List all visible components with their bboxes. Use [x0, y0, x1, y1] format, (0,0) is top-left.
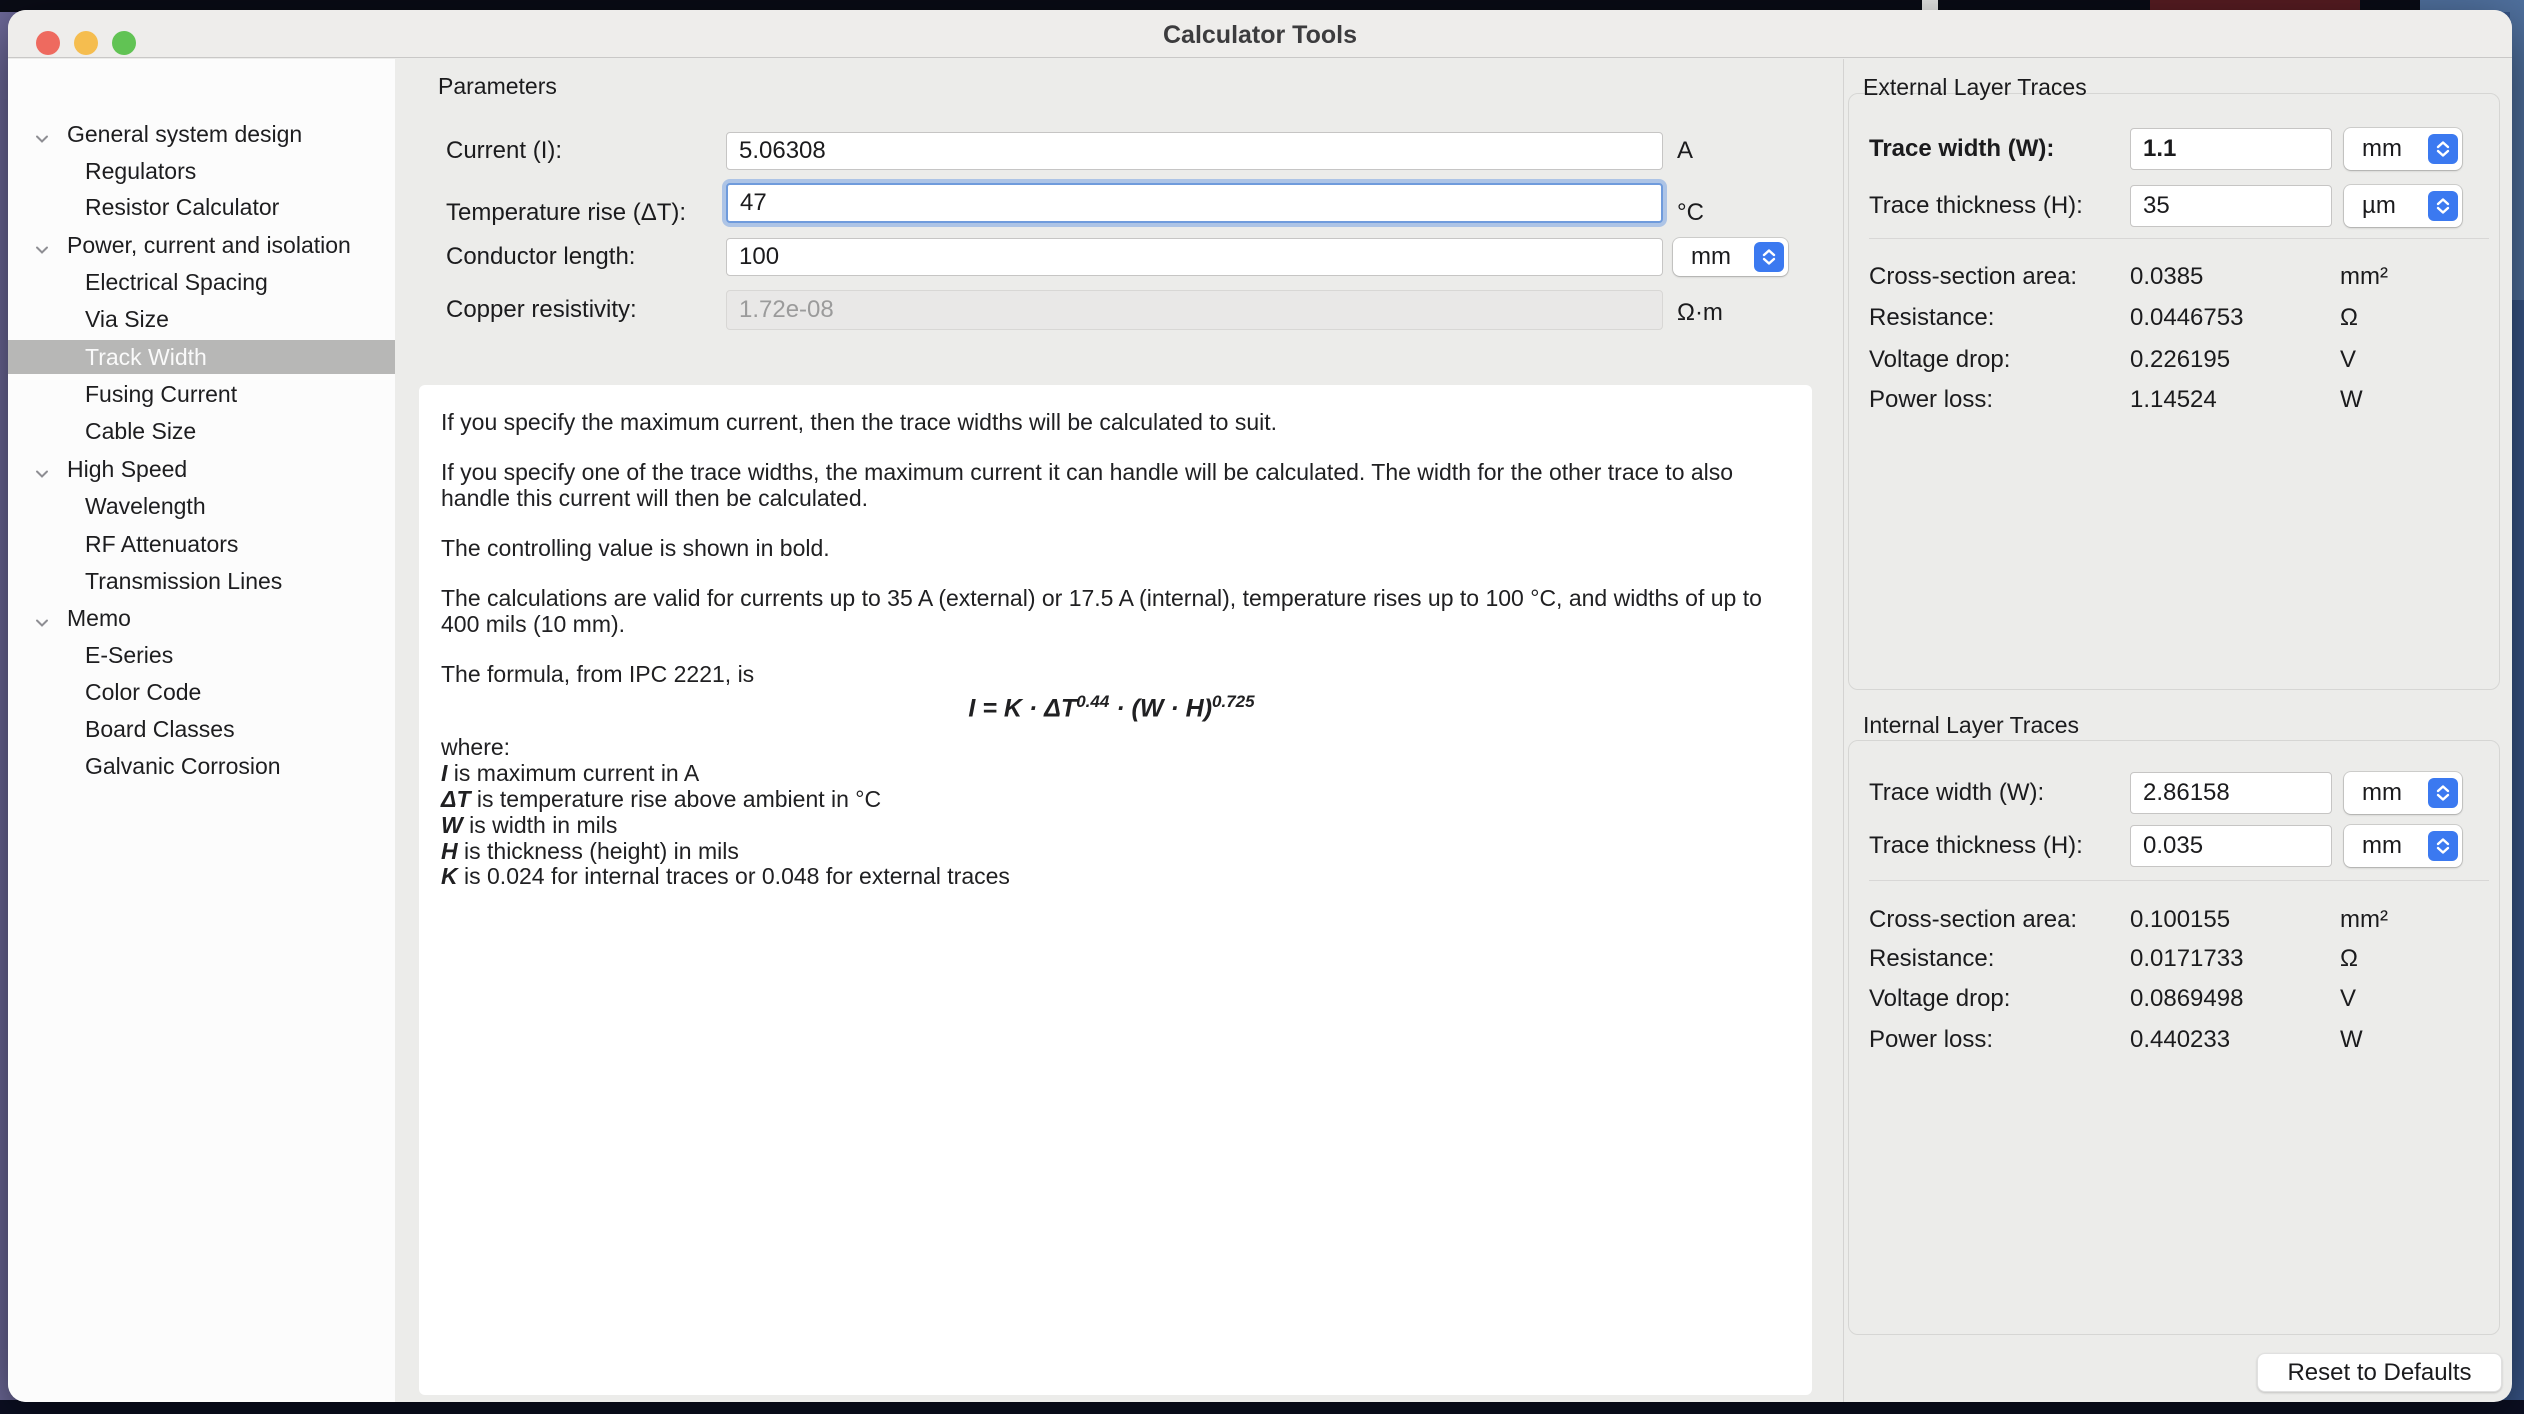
copper-resistivity-unit: Ω·m — [1677, 299, 1723, 326]
sidebar-item-via-size[interactable] — [8, 302, 395, 336]
stepper-icon — [2428, 778, 2458, 808]
external-resistance-unit: Ω — [2340, 304, 2358, 331]
internal-voltage-drop-unit: V — [2340, 985, 2357, 1012]
where-definition: H is thickness (height) in mils — [441, 837, 739, 864]
conductor-length-unit-dropdown[interactable] — [1673, 238, 1788, 276]
internal-trace-thickness-unit-dropdown[interactable] — [2344, 825, 2462, 867]
current-unit: A — [1677, 137, 1694, 164]
internal-results-divider — [1869, 880, 2489, 881]
sidebar-item-transmission-lines[interactable] — [8, 564, 395, 598]
dropdown-selected-value: µm — [2362, 192, 2396, 219]
external-trace-width-input[interactable] — [2130, 128, 2332, 170]
sidebar-item-label: Via Size — [85, 306, 169, 332]
internal-voltage-drop-label: Voltage drop: — [1869, 985, 2011, 1012]
chevron-down-icon[interactable] — [32, 459, 52, 479]
external-power-loss-label: Power loss: — [1869, 386, 1994, 413]
internal-area-value: 0.100155 — [2130, 906, 2231, 933]
help-paragraph: If you specify the maximum current, then the trace widths will be calculated to suit. — [441, 409, 1278, 435]
sidebar-item-label: Resistor Calculator — [85, 194, 280, 220]
sidebar-item-label: Color Code — [85, 679, 202, 705]
desktop-background-bottom — [0, 1400, 2524, 1414]
sidebar-item-label: Board Classes — [85, 716, 235, 742]
sidebar-item-wavelength[interactable] — [8, 489, 395, 523]
external-voltage-drop-unit: V — [2340, 346, 2357, 373]
dropdown-selected-value: mm — [1691, 243, 1731, 270]
internal-trace-thickness-input[interactable] — [2130, 825, 2332, 867]
help-paragraph: The controlling value is shown in bold. — [441, 535, 830, 561]
internal-power-loss-unit: W — [2340, 1026, 2363, 1053]
sidebar-item-board-classes[interactable] — [8, 712, 395, 746]
internal-trace-width-input[interactable] — [2130, 772, 2332, 814]
calculator-tree-sidebar — [8, 59, 395, 1402]
where-definition: ΔT is temperature rise above ambient in °C — [441, 785, 882, 812]
sidebar-item-high-speed[interactable] — [8, 452, 395, 486]
external-trace-thickness-label: Trace thickness (H): — [1869, 192, 2083, 219]
sidebar-item-label: General system design — [67, 121, 303, 147]
sidebar-item-fusing-current[interactable] — [8, 377, 395, 411]
stepper-icon — [2428, 831, 2458, 861]
reset-to-defaults-button[interactable]: Reset to Defaults — [2257, 1353, 2502, 1392]
sidebar-item-label: Wavelength — [85, 493, 206, 519]
dropdown-selected-value: mm — [2362, 135, 2402, 162]
help-paragraph: If you specify one of the trace widths, the maximum current it can handle will be calculated. The width for the other trace to also handle this current will then be calculated. — [441, 459, 1734, 511]
sidebar-item-label: Electrical Spacing — [85, 269, 268, 295]
internal-area-unit: mm² — [2340, 906, 2388, 933]
sidebar-item-electrical-spacing[interactable] — [8, 265, 395, 299]
external-results-divider — [1869, 238, 2489, 239]
external-trace-thickness-input[interactable] — [2130, 185, 2332, 227]
temperature-rise-unit: °C — [1677, 199, 1704, 226]
ipc2221-formula: $I = K \cdot \Delta T^{0.44} \cdot (W \cdot H)^{0.725}$ — [968, 692, 1255, 723]
sidebar-item-label: Regulators — [85, 158, 197, 184]
stepper-icon — [1754, 242, 1784, 272]
window-title: Calculator Tools — [1162, 21, 1357, 49]
sidebar-item-label: Fusing Current — [85, 381, 238, 407]
parameters-section-title: Parameters — [438, 73, 557, 99]
titlebar[interactable] — [8, 10, 2512, 58]
sidebar-item-label: RF Attenuators — [85, 531, 239, 557]
copper-resistivity-label: Copper resistivity: — [446, 296, 637, 323]
dropdown-selected-value: mm — [2362, 832, 2402, 859]
calculator-tools-window — [8, 10, 2512, 1402]
internal-trace-width-label: Trace width (W): — [1869, 779, 2045, 806]
sidebar-item-label: Memo — [67, 605, 131, 631]
sidebar-item-label: Transmission Lines — [85, 568, 283, 594]
external-trace-width-label: Trace width (W): — [1869, 135, 2055, 162]
chevron-down-icon[interactable] — [32, 608, 52, 628]
stepper-icon — [2428, 191, 2458, 221]
sidebar-item-track-width[interactable] — [8, 340, 395, 374]
internal-resistance-label: Resistance: — [1869, 945, 1995, 972]
where-definition: I is maximum current in A — [441, 760, 700, 787]
chevron-down-icon[interactable] — [32, 124, 52, 144]
internal-power-loss-label: Power loss: — [1869, 1026, 1994, 1053]
sidebar-item-general-system-design[interactable] — [8, 117, 395, 151]
sidebar-item-label: Cable Size — [85, 418, 197, 444]
internal-voltage-drop-value: 0.0869498 — [2130, 985, 2244, 1012]
external-traces-section-title: External Layer Traces — [1863, 74, 2087, 100]
internal-area-label: Cross-section area: — [1869, 906, 2078, 933]
external-voltage-drop-value: 0.226195 — [2130, 346, 2231, 373]
help-text-panel — [419, 385, 1812, 1395]
external-trace-thickness-unit-dropdown[interactable] — [2344, 185, 2462, 227]
copper-resistivity-input — [726, 290, 1663, 330]
where-definition: W is width in mils — [441, 811, 618, 838]
external-area-value: 0.0385 — [2130, 263, 2204, 290]
sidebar-item-resistor-calculator[interactable] — [8, 190, 395, 224]
chevron-down-icon[interactable] — [32, 235, 52, 255]
column-divider — [1843, 59, 1844, 1402]
internal-trace-width-unit-dropdown[interactable] — [2344, 772, 2462, 814]
where-label: where: — [441, 734, 511, 761]
current-label: Current (I): — [446, 137, 563, 164]
internal-trace-thickness-label: Trace thickness (H): — [1869, 832, 2083, 859]
external-resistance-value: 0.0446753 — [2130, 304, 2244, 331]
sidebar-item-galvanic-corrosion[interactable] — [8, 749, 395, 783]
sidebar-item-label: High Speed — [67, 456, 188, 482]
stepper-icon — [2428, 134, 2458, 164]
sidebar-item-label: E-Series — [85, 642, 174, 668]
temperature-rise-input[interactable] — [726, 183, 1663, 223]
conductor-length-input[interactable] — [726, 238, 1663, 276]
external-resistance-label: Resistance: — [1869, 304, 1995, 331]
internal-traces-section-title: Internal Layer Traces — [1863, 712, 2080, 738]
sidebar-item-regulators[interactable] — [8, 154, 395, 188]
sidebar-item-power-current-isolation[interactable] — [8, 228, 395, 262]
internal-power-loss-value: 0.440233 — [2130, 1026, 2231, 1053]
external-trace-width-unit-dropdown[interactable] — [2344, 128, 2462, 170]
sidebar-item-memo[interactable] — [8, 601, 395, 635]
internal-resistance-unit: Ω — [2340, 945, 2358, 972]
sidebar-item-e-series[interactable] — [8, 638, 395, 672]
external-power-loss-unit: W — [2340, 386, 2363, 413]
conductor-length-label: Conductor length: — [446, 243, 636, 270]
dropdown-selected-value: mm — [2362, 779, 2402, 806]
current-input[interactable] — [726, 132, 1663, 170]
sidebar-item-label: Power, current and isolation — [67, 232, 351, 258]
external-area-label: Cross-section area: — [1869, 263, 2078, 290]
temperature-rise-label: Temperature rise (ΔT): — [446, 199, 687, 226]
sidebar-item-label: Galvanic Corrosion — [85, 753, 281, 779]
external-voltage-drop-label: Voltage drop: — [1869, 346, 2011, 373]
internal-resistance-value: 0.0171733 — [2130, 945, 2244, 972]
help-paragraph: The formula, from IPC 2221, is — [441, 661, 755, 687]
sidebar-item-color-code[interactable] — [8, 675, 395, 709]
sidebar-item-rf-attenuators[interactable] — [8, 527, 395, 561]
sidebar-item-cable-size[interactable] — [8, 414, 395, 448]
desktop-background-right — [2510, 0, 2524, 300]
where-definition: K is 0.024 for internal traces or 0.048 for external traces — [441, 863, 1010, 890]
sidebar-item-label: Track Width — [85, 344, 207, 370]
help-paragraph: The calculations are valid for currents up to 35 A (external) or 17.5 A (internal), temperature rises up to 100 °C, and widths of up to 400 mils (10 mm). — [441, 585, 1762, 637]
external-area-unit: mm² — [2340, 263, 2388, 290]
external-power-loss-value: 1.14524 — [2130, 386, 2217, 413]
